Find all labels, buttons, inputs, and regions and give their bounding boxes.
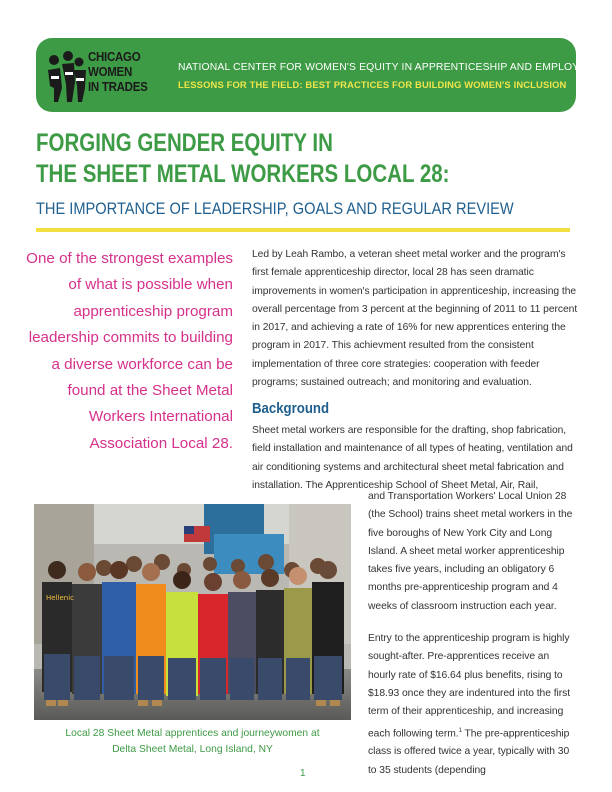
logo-line-2: WOMEN <box>88 65 132 79</box>
background-paragraph-1: Sheet metal workers are responsible for the drafting, shop fabrication, field installation and maintenance of all types of heating, ventilation and air conditioning systems and architectural sheet metal fabrication and installation. The Apprenticeship School of Sheet Metal, Air, Rail, <box>252 425 573 491</box>
title-line-1: FORGING GENDER EQUITY IN <box>36 129 333 157</box>
logo-line-3: IN TRADES <box>88 80 148 94</box>
apprentices-group-photo <box>34 504 351 720</box>
shirt-text: Hellenic <box>46 594 74 602</box>
chicago-women-in-trades-logo <box>44 48 166 104</box>
page-number: 1 <box>300 768 306 779</box>
background-paragraph-1-continued: and Transportation Workers' Local Union 28 (the School) trains sheet metal workers in the five boroughs of New York City and Long Island. A sheet metal worker apprenticeship takes five years, including an obligatory 6 months pre-apprenticeship program and 4 weeks of classroom instruction each year. <box>368 491 573 612</box>
banner-series-name: LESSONS FOR THE FIELD: BEST PRACTICES FOR BUILDING WOMEN'S INCLUSION <box>178 79 567 90</box>
pull-quote: One of the strongest examples of what is possible when apprenticeship program leadership commits to building a diverse workforce can be found at the Sheet Metal Workers International Association Local 28. <box>26 250 233 452</box>
right-column <box>368 488 578 792</box>
background-heading: Background <box>252 400 330 417</box>
page-subtitle: THE IMPORTANCE OF LEADERSHIP, GOALS AND REGULAR REVIEW <box>36 199 514 218</box>
logo-line-1: CHICAGO <box>88 50 141 64</box>
caption-line-2: Delta Sheet Metal, Long Island, NY <box>112 744 273 755</box>
workers-illustration-icon <box>44 48 88 104</box>
caption-line-1: Local 28 Sheet Metal apprentices and journeywomen at <box>65 728 320 739</box>
banner-org-name: NATIONAL CENTER FOR WOMEN'S EQUITY IN APPRENTICESHIP AND EMPLOYMENT <box>178 62 610 73</box>
page-title <box>36 128 449 190</box>
title-line-2: THE SHEET METAL WORKERS LOCAL 28: <box>36 160 450 188</box>
title-divider <box>36 228 570 232</box>
background-paragraph-2 <box>368 630 578 780</box>
footnote-marker: 1 <box>458 727 462 734</box>
photo-caption <box>34 726 351 758</box>
intro-paragraph: Led by Leah Rambo, a veteran sheet metal worker and the program's first female apprenticeship director, local 28 has seen dramatic improvements in women's participation in apprenticeship, increasing the overall percentage from 3 percent at the beginning of 2011 to 11 percent in 2017, and achieving a rate of 16% for new apprentices entering the program in 2017. This achievment resulted from the consistent implementation of three core strategies: cooperation with feeder programs; sustained outreach; and monitoring and evaluation. <box>252 249 578 389</box>
group-photo <box>34 504 351 720</box>
p2-text-end: The pre-apprenticeship class is offered twice a year, typically with 30 to 35 students (depending <box>368 727 570 776</box>
p2-text: Entry to the apprenticeship program is highly sought-after. Pre-apprentices receive an hourly rate of $16.64 plus benefits, rising to $18.93 once they are indentured into the first term of their apprenticeship, and increasing each following term. <box>368 633 571 739</box>
